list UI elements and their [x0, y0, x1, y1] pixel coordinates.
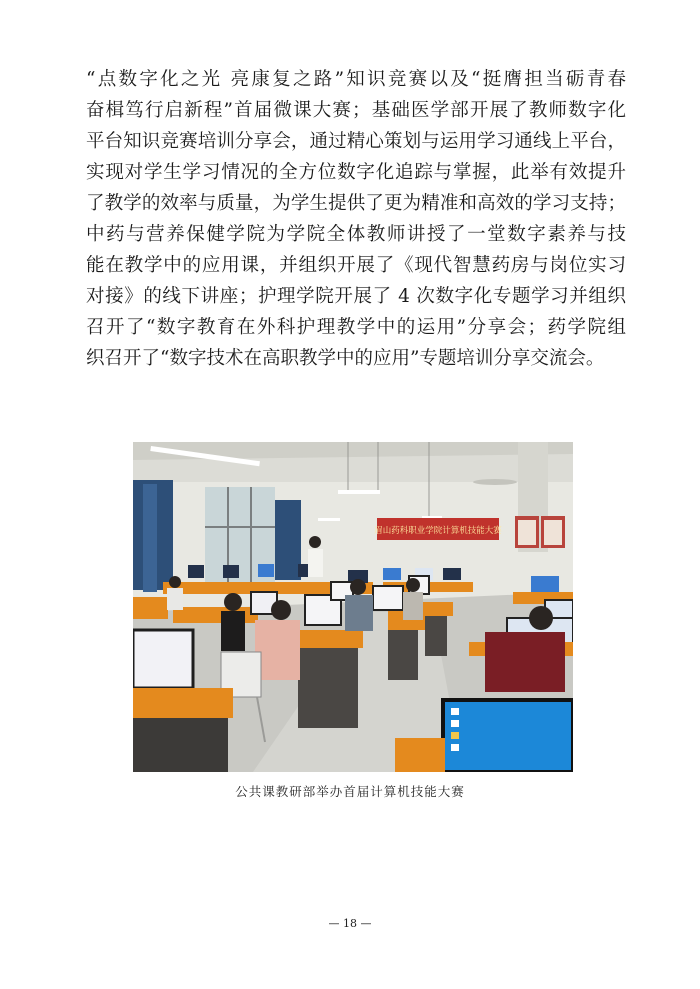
body-paragraph — [86, 64, 626, 374]
paragraph-line: 召开了“数字教育在外科护理教学中的运用”分享会；药学院组 — [86, 317, 626, 338]
banner-text: 眉山药科职业学院计算机技能大赛 — [374, 526, 502, 536]
paragraph-line: 平台知识竞赛培训分享会，通过精心策划与运用学习通线上平台， — [86, 131, 626, 152]
paragraph-line: 了教学的效率与质量，为学生提供了更为精准和高效的学习支持； — [86, 193, 626, 214]
page-number: — 18 — — [328, 917, 372, 930]
paragraph-line: 织召开了“数字技术在高职教学中的应用”专题培训分享交流会。 — [86, 348, 605, 369]
paragraph-line: 能在教学中的应用课，并组织开展了《现代智慧药房与岗位实习 — [86, 255, 626, 276]
paragraph-line: 对接》的线下讲座；护理学院开展了 4 次数字化专题学习并组织 — [86, 286, 626, 307]
paragraph-line: “点数字化之光 亮康复之路”知识竞赛以及“挺膺担当砺青春 — [86, 69, 626, 90]
paragraph-line: 奋楫笃行启新程”首届微课大赛；基础医学部开展了教师数字化 — [86, 100, 626, 121]
computer-lab-photo — [133, 442, 573, 772]
paragraph-line: 中药与营养保健学院为学院全体教师讲授了一堂数字素养与技 — [86, 224, 626, 245]
photo-caption: 公共课教研部举办首届计算机技能大赛 — [235, 784, 465, 799]
paragraph-line: 实现对学生学习情况的全方位数字化追踪与掌握，此举有效提升 — [86, 162, 626, 183]
